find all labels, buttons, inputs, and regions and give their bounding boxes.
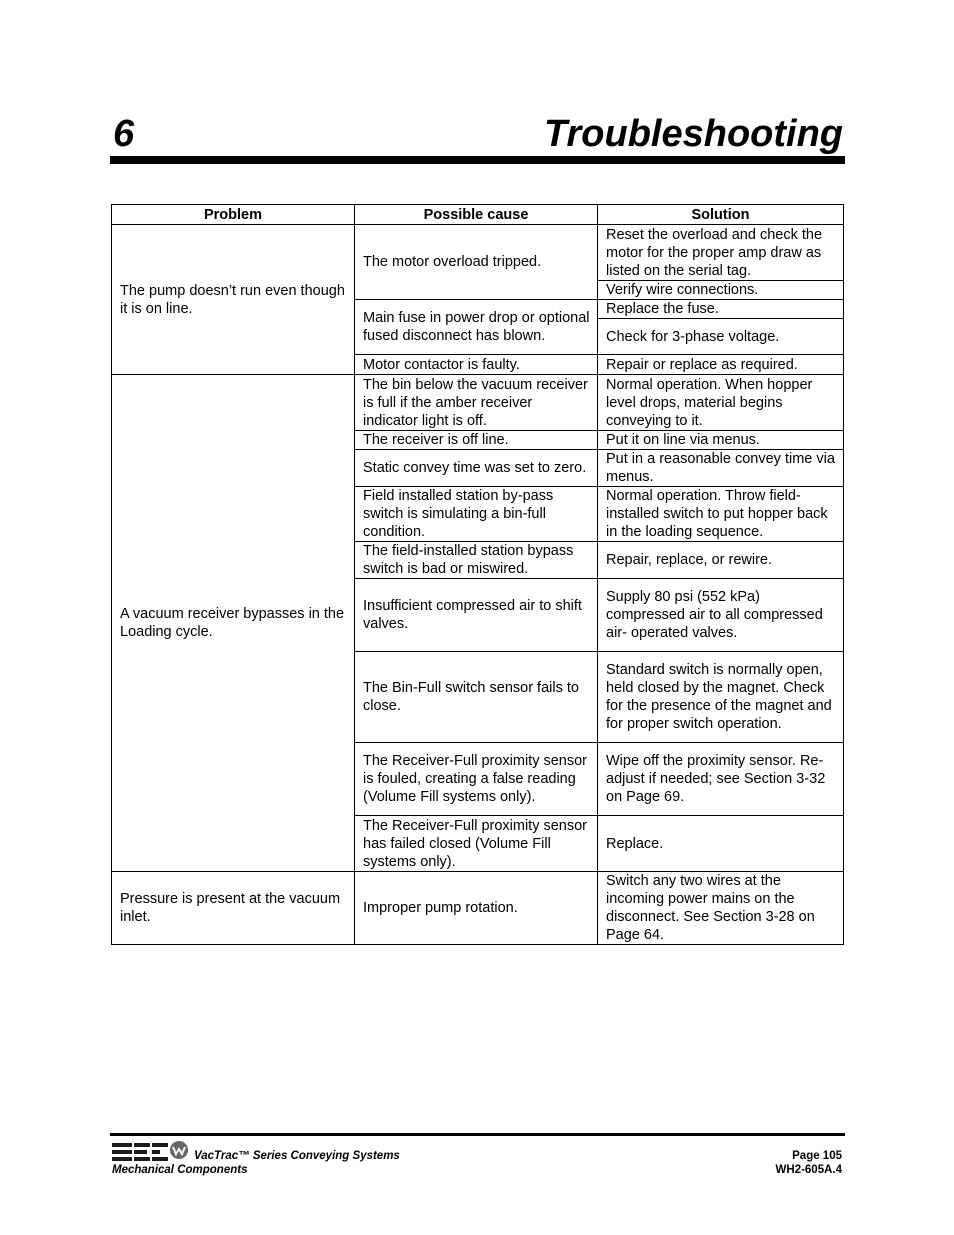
chapter-header <box>110 112 845 156</box>
footer-left <box>112 1149 400 1177</box>
problem-cell: The pump doesn’t run even though it is on line. <box>112 225 355 375</box>
cause-cell: Improper pump rotation. <box>355 872 598 945</box>
footer-doc-code: WH2-605A.4 <box>775 1164 842 1176</box>
solution-cell: Reset the overload and check the motor for the proper amp draw as listed on the serial tag. <box>598 225 844 281</box>
footer-page-number: Page 105 <box>792 1150 842 1162</box>
table-row <box>112 375 844 431</box>
header-problem: Problem <box>112 205 355 225</box>
problem-cell: A vacuum receiver bypasses in the Loading cycle. <box>112 375 355 872</box>
header-solution: Solution <box>598 205 844 225</box>
cause-cell: The receiver is off line. <box>355 431 598 450</box>
solution-cell: Repair, replace, or rewire. <box>598 542 844 579</box>
solution-cell: Normal operation. Throw field-installed switch to put hopper back in the loading sequence. <box>598 487 844 542</box>
solution-cell: Verify wire connections. <box>598 281 844 300</box>
chapter-number: 6 <box>113 113 135 155</box>
solution-cell: Normal operation. When hopper level drops, material begins conveying to it. <box>598 375 844 431</box>
cause-cell: The motor overload tripped. <box>355 225 598 300</box>
solution-cell: Check for 3-phase voltage. <box>598 319 844 355</box>
header-possible-cause: Possible cause <box>355 205 598 225</box>
cause-cell: The Receiver-Full proximity sensor has failed closed (Volume Fill systems only). <box>355 816 598 872</box>
troubleshooting-table <box>111 204 844 945</box>
footer-rule <box>110 1133 845 1136</box>
solution-cell: Standard switch is normally open, held closed by the magnet. Check for the presence of the magnet and for proper switch operation. <box>598 652 844 743</box>
header-rule <box>110 156 845 164</box>
solution-cell: Put it on line via menus. <box>598 431 844 450</box>
solution-cell: Supply 80 psi (552 kPa) compressed air to all compressed air- operated valves. <box>598 579 844 652</box>
cause-cell: The Receiver-Full proximity sensor is fouled, creating a false reading (Volume Fill systems only). <box>355 743 598 816</box>
chapter-title: Troubleshooting <box>543 113 843 155</box>
footer-series: VacTrac™ Series Conveying Systems <box>194 1150 400 1162</box>
cause-cell: The Bin-Full switch sensor fails to close. <box>355 652 598 743</box>
solution-cell: Replace the fuse. <box>598 300 844 319</box>
solution-cell: Put in a reasonable convey time via menus. <box>598 450 844 487</box>
solution-cell: Repair or replace as required. <box>598 355 844 375</box>
cause-cell: Field installed station by-pass switch is simulating a bin-full condition. <box>355 487 598 542</box>
table-row <box>112 872 844 945</box>
footer-right <box>776 1149 842 1177</box>
cause-cell: Main fuse in power drop or optional fused disconnect has blown. <box>355 300 598 355</box>
solution-cell: Switch any two wires at the incoming power mains on the disconnect. See Section 3-28 on Page 64. <box>598 872 844 945</box>
cause-cell: The field-installed station bypass switch is bad or miswired. <box>355 542 598 579</box>
footer-component: Mechanical Components <box>112 1164 248 1176</box>
cause-cell: Static convey time was set to zero. <box>355 450 598 487</box>
problem-cell: Pressure is present at the vacuum inlet. <box>112 872 355 945</box>
cause-cell: The bin below the vacuum receiver is full if the amber receiver indicator light is off. <box>355 375 598 431</box>
cause-cell: Motor contactor is faulty. <box>355 355 598 375</box>
cause-cell: Insufficient compressed air to shift valves. <box>355 579 598 652</box>
solution-cell: Replace. <box>598 816 844 872</box>
solution-cell: Wipe off the proximity sensor. Re-adjust if needed; see Section 3-32 on Page 69. <box>598 743 844 816</box>
table-row <box>112 225 844 281</box>
table-header-row <box>112 205 844 225</box>
